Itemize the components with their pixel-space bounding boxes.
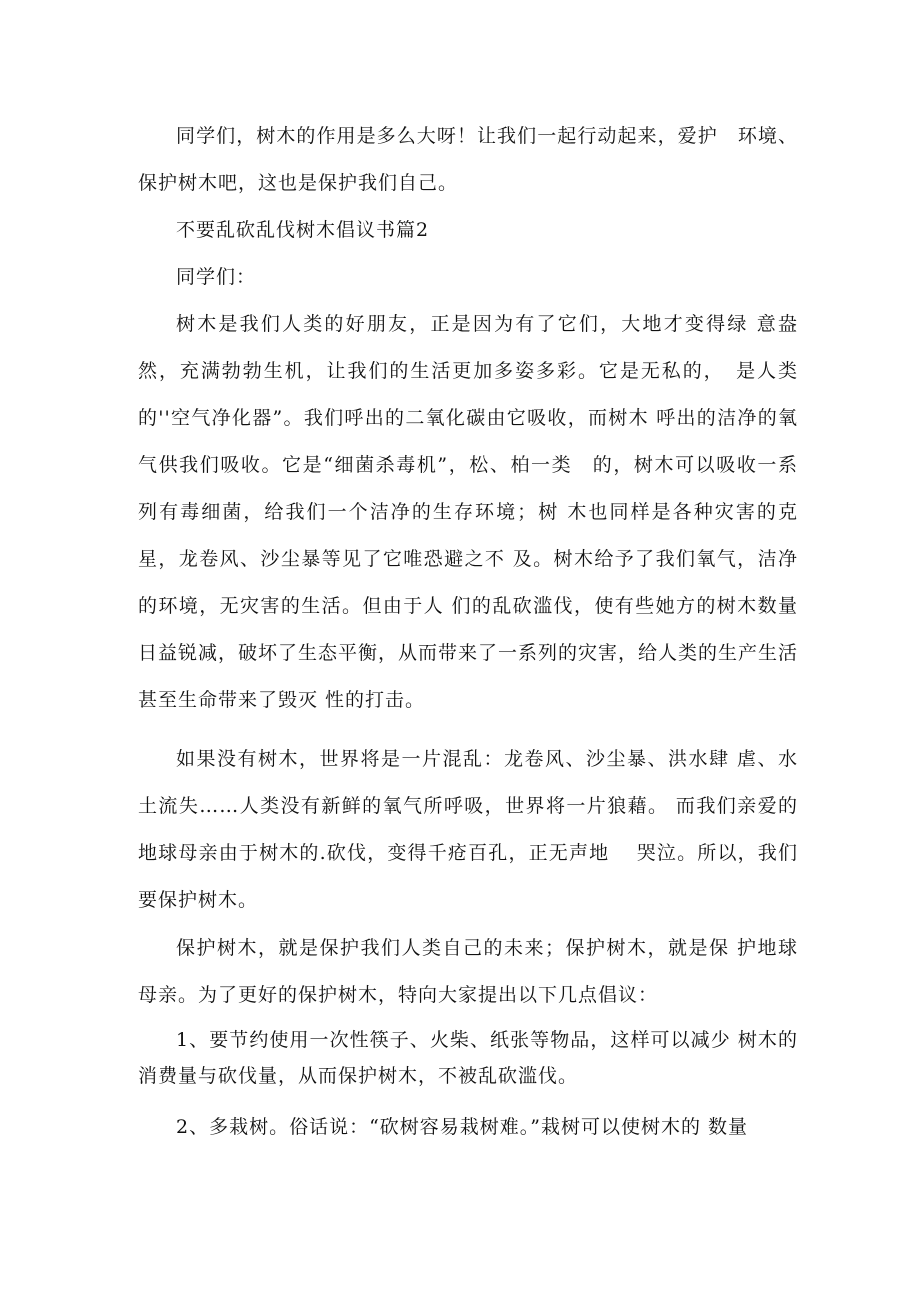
paragraph-tree-benefits: 树木是我们人类的好朋友，正是因为有了它们，大地才变得绿 意盎然，充满勃勃生机，让我们的生活更加多姿多彩。它是无私的， 是人类的''空气净化器”。我们呼出的二氧化碳由它吸收，而树木 呼出的洁净的氧气供我们吸收。它是“细菌杀毒机”，松、柏一类 的，树木可以吸收一系列有毒细菌，给我们一个洁净的生存环境；树 木也同样是各种灾害的克星，龙卷风、沙尘暴等见了它唯恐避之不 及。树木给予了我们氧气，洁净的环境，无灾害的生活。但由于人 们的乱砍滥伐，使有些她方的树木数量日益锐减，破坏了生态平衡，从而带来了一系列的灾害，给人类的生产生活甚至生命带来了毁灭 性的打击。: [138, 313, 799, 711]
paragraph-without-trees: 如果没有树木，世界将是一片混乱：龙卷风、沙尘暴、洪水肆 虐、水土流失……人类没有新鲜的氧气所呼吸，世界将一片狼藉。 而我们亲爱的地球母亲由于树木的.砍伐，变得千疮百孔，正无声地 哭泣。所以，我们要保护树木。: [138, 748, 798, 911]
salutation: 同学们：: [176, 266, 257, 288]
proposal-item-2: 2、多栽树。俗话说：“砍树容易栽树难。”栽树可以使树木的 数量: [176, 1116, 749, 1138]
paragraph-closing-call: 同学们，树木的作用是多么大呀！让我们一起行动起来，爱护 环境、保护树木吧，这也是保护我们自己。: [138, 125, 798, 194]
proposal-item-1: 1、要节约使用一次性筷子、火柴、纸张等物品，这样可以减少 树木的消费量与砍伐量，从而保护树木，不被乱砍滥伐。: [138, 1029, 798, 1087]
section-heading: 不要乱砍乱伐树木倡议书篇2: [176, 219, 430, 241]
paragraph-protect-future: 保护树木，就是保护我们人类自己的未来；保护树木，就是保 护地球母亲。为了更好的保护树木，特向大家提出以下几点倡议：: [138, 937, 798, 1006]
